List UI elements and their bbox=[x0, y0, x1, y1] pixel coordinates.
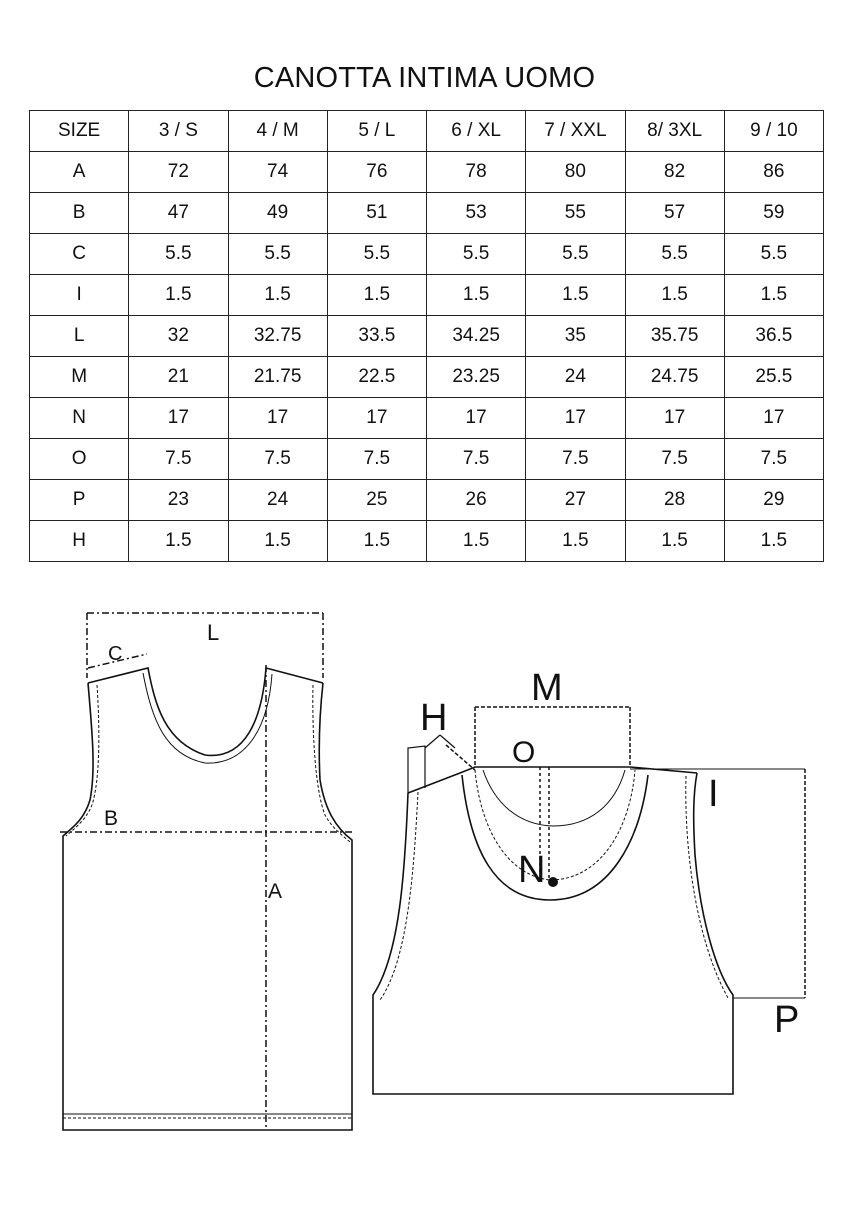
table-cell: 21.75 bbox=[228, 357, 327, 398]
back-label-i: I bbox=[708, 773, 719, 815]
table-cell: 5.5 bbox=[625, 234, 724, 275]
table-cell: 7.5 bbox=[327, 439, 426, 480]
table-cell: 7.5 bbox=[724, 439, 823, 480]
table-header-row bbox=[30, 111, 824, 152]
table-cell: 35.75 bbox=[625, 316, 724, 357]
table-cell: 33.5 bbox=[327, 316, 426, 357]
table-cell: 24 bbox=[526, 357, 625, 398]
row-label: H bbox=[30, 521, 129, 562]
table-cell: 1.5 bbox=[228, 521, 327, 562]
table-cell: 51 bbox=[327, 193, 426, 234]
back-label-h: H bbox=[420, 697, 448, 739]
table-row bbox=[30, 439, 824, 480]
table-body bbox=[30, 152, 824, 562]
back-shoulder-trim-h bbox=[408, 746, 425, 793]
table-cell: 80 bbox=[526, 152, 625, 193]
table-cell: 1.5 bbox=[427, 521, 526, 562]
table-cell: 7.5 bbox=[228, 439, 327, 480]
table-cell: 72 bbox=[129, 152, 228, 193]
back-point-n-marker bbox=[548, 877, 558, 887]
row-label: O bbox=[30, 439, 129, 480]
table-cell: 57 bbox=[625, 193, 724, 234]
table-cell: 1.5 bbox=[129, 275, 228, 316]
table-cell: 17 bbox=[228, 398, 327, 439]
size-header-label: SIZE bbox=[30, 111, 129, 152]
table-cell: 1.5 bbox=[526, 275, 625, 316]
table-cell: 25.5 bbox=[724, 357, 823, 398]
table-cell: 17 bbox=[427, 398, 526, 439]
table-cell: 34.25 bbox=[427, 316, 526, 357]
back-neckline-trim bbox=[475, 770, 635, 880]
table-cell: 1.5 bbox=[724, 521, 823, 562]
table-cell: 1.5 bbox=[427, 275, 526, 316]
front-label-l: L bbox=[207, 620, 220, 645]
table-cell: 53 bbox=[427, 193, 526, 234]
table-cell: 86 bbox=[724, 152, 823, 193]
table-cell: 5.5 bbox=[724, 234, 823, 275]
table-row bbox=[30, 275, 824, 316]
table-cell: 32.75 bbox=[228, 316, 327, 357]
table-cell: 59 bbox=[724, 193, 823, 234]
table-cell: 1.5 bbox=[625, 521, 724, 562]
front-label-b: B bbox=[104, 807, 119, 830]
table-cell: 7.5 bbox=[526, 439, 625, 480]
back-label-n: N bbox=[518, 849, 546, 891]
table-cell: 5.5 bbox=[327, 234, 426, 275]
table-cell: 1.5 bbox=[625, 275, 724, 316]
table-cell: 1.5 bbox=[724, 275, 823, 316]
size-header: 6 / XL bbox=[427, 111, 526, 152]
table-cell: 25 bbox=[327, 480, 426, 521]
table-cell: 24 bbox=[228, 480, 327, 521]
table-row bbox=[30, 398, 824, 439]
table-cell: 17 bbox=[526, 398, 625, 439]
front-label-a: A bbox=[268, 880, 283, 903]
table-cell: 32 bbox=[129, 316, 228, 357]
size-header: 8/ 3XL bbox=[625, 111, 724, 152]
size-header: 9 / 10 bbox=[724, 111, 823, 152]
table-row bbox=[30, 316, 824, 357]
table-cell: 82 bbox=[625, 152, 724, 193]
table-cell: 17 bbox=[129, 398, 228, 439]
table-cell: 1.5 bbox=[526, 521, 625, 562]
garment-diagram-svg bbox=[0, 570, 849, 1200]
table-cell: 21 bbox=[129, 357, 228, 398]
table-cell: 35 bbox=[526, 316, 625, 357]
table-cell: 17 bbox=[724, 398, 823, 439]
table-cell: 7.5 bbox=[129, 439, 228, 480]
table-cell: 17 bbox=[327, 398, 426, 439]
table-row bbox=[30, 357, 824, 398]
table-cell: 22.5 bbox=[327, 357, 426, 398]
table-cell: 28 bbox=[625, 480, 724, 521]
table-cell: 49 bbox=[228, 193, 327, 234]
table-cell: 7.5 bbox=[625, 439, 724, 480]
row-label: P bbox=[30, 480, 129, 521]
front-armhole-trim-left bbox=[66, 685, 99, 836]
row-label: L bbox=[30, 316, 129, 357]
table-cell: 1.5 bbox=[228, 275, 327, 316]
row-label: C bbox=[30, 234, 129, 275]
table-cell: 29 bbox=[724, 480, 823, 521]
size-header: 5 / L bbox=[327, 111, 426, 152]
page-title: CANOTTA INTIMA UOMO bbox=[253, 62, 596, 94]
size-header: 3 / S bbox=[129, 111, 228, 152]
front-label-c: C bbox=[108, 643, 123, 665]
row-label: M bbox=[30, 357, 129, 398]
back-view-drawing bbox=[373, 746, 733, 1094]
garment-diagrams bbox=[0, 570, 849, 1200]
size-header: 7 / XXL bbox=[526, 111, 625, 152]
table-cell: 17 bbox=[625, 398, 724, 439]
table-row bbox=[30, 521, 824, 562]
table-cell: 5.5 bbox=[526, 234, 625, 275]
table-cell: 5.5 bbox=[427, 234, 526, 275]
table-cell: 5.5 bbox=[228, 234, 327, 275]
back-body-outline bbox=[373, 773, 733, 1094]
table-cell: 78 bbox=[427, 152, 526, 193]
table-cell: 23 bbox=[129, 480, 228, 521]
table-cell: 36.5 bbox=[724, 316, 823, 357]
back-label-o: O bbox=[512, 736, 536, 769]
table-cell: 26 bbox=[427, 480, 526, 521]
table-cell: 1.5 bbox=[129, 521, 228, 562]
table-cell: 5.5 bbox=[129, 234, 228, 275]
back-label-p: P bbox=[774, 999, 800, 1041]
front-dimension-lines bbox=[60, 613, 355, 1130]
front-neckline bbox=[88, 668, 323, 755]
table-cell: 47 bbox=[129, 193, 228, 234]
table-cell: 55 bbox=[526, 193, 625, 234]
row-label: I bbox=[30, 275, 129, 316]
table-cell: 74 bbox=[228, 152, 327, 193]
back-shoulders bbox=[408, 767, 697, 793]
row-label: B bbox=[30, 193, 129, 234]
table-row bbox=[30, 234, 824, 275]
row-label: A bbox=[30, 152, 129, 193]
size-table bbox=[29, 110, 824, 562]
row-label: N bbox=[30, 398, 129, 439]
front-view-drawing bbox=[63, 668, 352, 1130]
table-cell: 7.5 bbox=[427, 439, 526, 480]
table-cell: 23.25 bbox=[427, 357, 526, 398]
front-armhole-trim-right bbox=[313, 685, 350, 842]
table-row bbox=[30, 480, 824, 521]
table-cell: 76 bbox=[327, 152, 426, 193]
table-cell: 1.5 bbox=[327, 275, 426, 316]
table-cell: 1.5 bbox=[327, 521, 426, 562]
back-neckline-inner bbox=[483, 770, 625, 826]
table-row bbox=[30, 152, 824, 193]
table-cell: 27 bbox=[526, 480, 625, 521]
table-row bbox=[30, 193, 824, 234]
back-armhole-trim-right bbox=[686, 776, 728, 998]
front-body-outline bbox=[63, 683, 352, 1130]
back-label-m: M bbox=[531, 667, 563, 709]
table-cell: 24.75 bbox=[625, 357, 724, 398]
size-header: 4 / M bbox=[228, 111, 327, 152]
